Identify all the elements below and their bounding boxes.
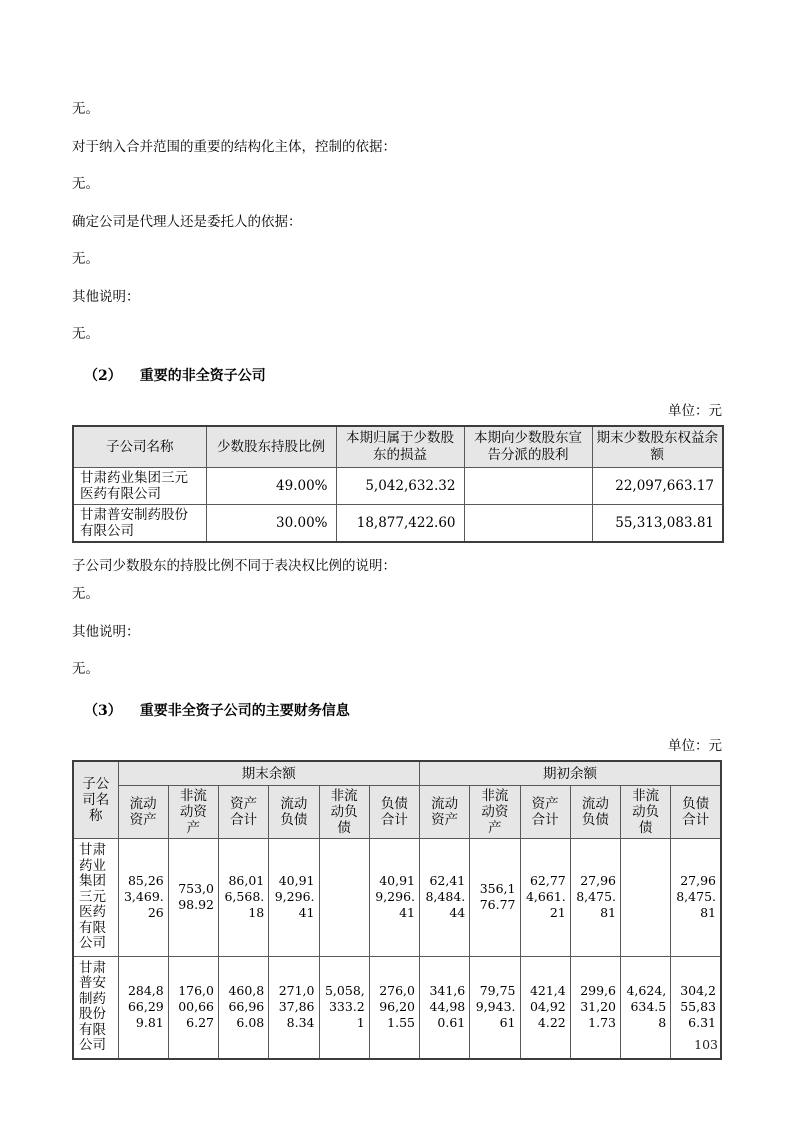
table-cell	[464, 468, 592, 505]
section-3-heading	[84, 702, 722, 720]
paragraph: 无。	[72, 586, 99, 602]
table-cell: 27,968,475.81	[671, 839, 721, 957]
table-header-cell: 流动资产	[118, 786, 168, 839]
table-row	[73, 839, 721, 957]
table-cell: 55,313,083.81	[592, 505, 723, 543]
table-header-cell: 非流动负债	[621, 786, 671, 839]
table-cell: 27,968,475.81	[570, 839, 620, 957]
page-content	[72, 0, 722, 1060]
table-cell: 299,631,201.73	[570, 956, 620, 1059]
table-cell: 22,097,663.17	[592, 468, 723, 505]
section-2-heading	[84, 367, 722, 385]
paragraph: 无。	[72, 326, 99, 342]
table-header-cell: 流动资产	[420, 786, 470, 839]
company-name-cell: 甘肃药业集团三元医药有限公司	[73, 839, 118, 957]
paragraph: 无。	[72, 661, 99, 677]
subsidiaries-financials-table	[72, 760, 722, 1060]
company-name-cell: 甘肃药业集团三元医药有限公司	[73, 468, 206, 505]
paragraph: 无。	[72, 176, 99, 192]
table-header-cell: 期末少数股东权益余额	[592, 426, 723, 468]
table-row	[73, 505, 723, 543]
section-3-number: （3）	[84, 703, 122, 719]
table-header-cell: 本期归属于少数股东的损益	[336, 426, 464, 468]
note-label: 子公司少数股东的持股比例不同于表决权比例的说明：	[72, 558, 396, 574]
table-cell: 49.00%	[206, 468, 336, 505]
table-cell: 62,774,661.21	[520, 839, 570, 957]
company-name-cell: 甘肃普安制药股份有限公司	[73, 956, 118, 1059]
table-cell: 421,404,924.22	[520, 956, 570, 1059]
table-header-cell: 本期向少数股东宣告分派的股利	[464, 426, 592, 468]
table-cell	[621, 839, 671, 957]
company-name-cell: 甘肃普安制药股份有限公司	[73, 505, 206, 543]
unit-label: 单位：元	[668, 738, 722, 754]
paragraph: 确定公司是代理人还是委托人的依据：	[72, 213, 302, 230]
paragraph: 无。	[72, 101, 99, 117]
table-header-cell: 子公司名称	[73, 761, 118, 839]
table-header-cell: 非流动资产	[168, 786, 218, 839]
table-cell: 304,255,836.31	[671, 956, 721, 1059]
table-cell: 271,037,868.34	[269, 956, 319, 1059]
table-header-cell: 资产合计	[520, 786, 570, 839]
table-cell: 62,418,484.44	[420, 839, 470, 957]
table-cell: 40,919,296.41	[369, 839, 419, 957]
minority-subsidiaries-table	[72, 425, 724, 543]
table-row	[73, 956, 721, 1059]
table-header-cell: 负债合计	[671, 786, 721, 839]
table-cell: 40,919,296.41	[269, 839, 319, 957]
table-header-cell: 少数股东持股比例	[206, 426, 336, 468]
table-cell: 30.00%	[206, 505, 336, 543]
table-cell: 176,000,666.27	[168, 956, 218, 1059]
period-begin-group-header: 期初余额	[420, 761, 722, 786]
table-cell: 5,042,632.32	[336, 468, 464, 505]
table-header-cell: 资产合计	[219, 786, 269, 839]
table-header-cell: 非流动资产	[470, 786, 520, 839]
table-cell	[319, 839, 369, 957]
table-cell: 460,866,966.08	[219, 956, 269, 1059]
table-cell: 341,644,980.61	[420, 956, 470, 1059]
paragraph: 无。	[72, 251, 99, 267]
period-end-group-header: 期末余额	[118, 761, 420, 786]
table-cell	[464, 505, 592, 543]
table-cell: 753,098.92	[168, 839, 218, 957]
section-3-title: 重要非全资子公司的主要财务信息	[139, 703, 350, 719]
table-subheader-row	[73, 786, 721, 839]
table-cell: 85,263,469.26	[118, 839, 168, 957]
section-2-number: （2）	[84, 368, 122, 384]
table-header-cell: 子公司名称	[73, 426, 206, 468]
section-2-title: 重要的非全资子公司	[139, 368, 266, 384]
paragraph: 其他说明：	[72, 623, 140, 640]
paragraph: 其他说明：	[72, 288, 140, 305]
table-cell: 18,877,422.60	[336, 505, 464, 543]
table-cell: 5,058,333.21	[319, 956, 369, 1059]
page-number: 103	[694, 1037, 718, 1052]
table-cell: 356,176.77	[470, 839, 520, 957]
table-cell: 276,096,201.55	[369, 956, 419, 1059]
table-row	[73, 468, 723, 505]
table-cell: 4,624,634.58	[621, 956, 671, 1059]
table-header-cell: 流动负债	[269, 786, 319, 839]
table-header-cell: 流动负债	[570, 786, 620, 839]
table-header-row	[73, 426, 723, 468]
unit-label: 单位：元	[668, 403, 722, 419]
table-cell: 284,866,299.81	[118, 956, 168, 1059]
table-cell: 79,759,943.61	[470, 956, 520, 1059]
paragraph: 对于纳入合并范围的重要的结构化主体，控制的依据：	[72, 138, 396, 155]
table-header-cell: 非流动负债	[319, 786, 369, 839]
table-group-header-row	[73, 761, 721, 786]
table-header-cell: 负债合计	[369, 786, 419, 839]
table-cell: 86,016,568.18	[219, 839, 269, 957]
